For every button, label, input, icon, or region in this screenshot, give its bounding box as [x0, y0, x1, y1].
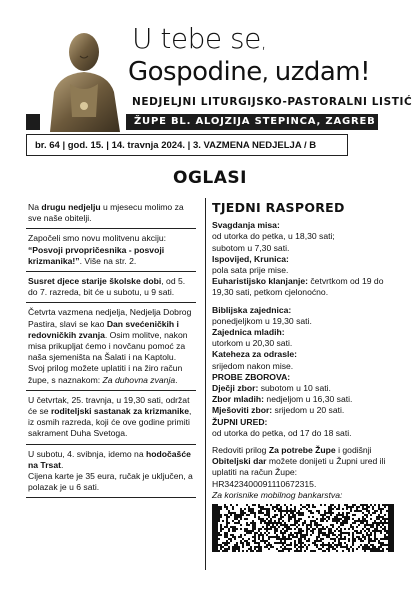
schedule-label: Biblijska zajednica:: [212, 304, 292, 315]
notice-text: Na: [28, 202, 42, 212]
subtitle: NEDJELJNI LITURGIJSKO-PASTORALNI LISTIĆ: [132, 96, 413, 108]
schedule-row: [212, 265, 394, 276]
notice-text: , od 5. do 7. razreda, bit će u subotu, u 9 sati.: [28, 276, 186, 298]
notice-text: drugu nedjelju: [41, 202, 101, 212]
notice-text: . Osim molitve, nakon misa prikupljat ćemo i novčanu pomoć za naša sjemeništa na Šalati i na Kaptolu. Svoj prilog možete uplatiti i na žiro račun župe, s naznakom:: [28, 329, 188, 385]
schedule-row: [212, 243, 394, 254]
schedule-text: nedjeljom u 16,30 sati.: [264, 394, 353, 405]
schedule-text: srijedom nakon mise.: [212, 360, 294, 371]
schedule-label: Ispovijed, Krunica:: [212, 253, 289, 264]
schedule-row: [212, 405, 394, 416]
schedule-row: [212, 372, 394, 383]
section-title: OGLASI: [173, 168, 247, 188]
parish-band: ŽUPE BL. ALOJZIJA STEPINCA, ZAGREB: [128, 114, 378, 130]
issue-info: br. 64 | god. 15. | 14. travnja 2024. | 3. VAZMENA NEDJELJA / B: [26, 134, 348, 156]
schedule-text: srijedom u 20 sati.: [272, 405, 345, 416]
schedule-title: TJEDNI RASPORED: [212, 200, 345, 215]
schedule-label: Svagdanja misa:: [212, 220, 280, 231]
schedule-column: [212, 200, 394, 555]
notice-item: [26, 303, 196, 390]
schedule-row: [212, 327, 394, 338]
schedule-row: [212, 349, 394, 360]
notice-text: Započeli smo novu molitvenu akciju:: [28, 233, 167, 244]
payment-barcode: [212, 504, 394, 552]
schedule-row: [212, 254, 394, 265]
schedule-row: [212, 316, 394, 327]
schedule-text: četvrtkom od 19 do 19,30 sati, petkom cjelonoćno.: [212, 276, 384, 298]
donation-text: Redoviti prilog Za potrebe Župe i godišnji Obiteljski dar možete donijeti u Župni ured ili uplatiti na račun Župe: HR3423400091110672315.: [212, 445, 386, 489]
schedule-row: [212, 394, 394, 405]
notice-item: [26, 198, 196, 229]
bank-note: Za korisnike mobilnog bankarstva:: [212, 489, 343, 500]
notice-text: u mjesecu molimo za sve naše obitelji.: [28, 202, 184, 224]
notice-text: “Posvoji prvopričesnika - posvoji krizmanika!”: [28, 244, 165, 266]
notice-text: .: [175, 374, 178, 385]
notice-text: Četvrta vazmena nedjelja, Nedjelja Dobrog Pastira, slavi se kao: [28, 307, 192, 329]
notice-text: roditeljski sastanak za krizmanike: [50, 406, 189, 417]
notices-column: [26, 198, 196, 498]
notice-item: [26, 229, 196, 272]
schedule-label: Dječji zbor:: [212, 383, 259, 394]
schedule-text: utorkom u 20,30 sati.: [212, 338, 293, 349]
schedule-text: od utorka do petka, u 18,30 sati;: [212, 231, 335, 242]
schedule-row: [212, 220, 394, 231]
schedule-label: Mješoviti zbor:: [212, 405, 273, 416]
schedule-row: [212, 383, 394, 394]
schedule-label: PROBE ZBOROVA:: [212, 371, 291, 382]
notice-text: U četvrtak, 25. travnja, u 19,30 sati, održat će se: [28, 394, 190, 417]
notice-text: , iz osmih razreda, koji će ove godine primiti sakrament Duha Svetoga.: [28, 406, 192, 439]
notice-text: . Više na str. 2.: [79, 255, 137, 266]
page-title-line2: Gospodine, uzdam!: [128, 57, 371, 87]
schedule-label: ŽUPNI URED:: [212, 416, 268, 427]
notice-item: [26, 445, 196, 499]
page-title-line1: U tebe se,: [132, 22, 267, 55]
schedule-text: subotom u 10 sati.: [258, 383, 331, 394]
notice-text: Cijena karte je 35 eura, ručak je uključen, a polazak je u 6 sati.: [28, 471, 193, 493]
statue-image: [40, 22, 126, 132]
schedule-text: subotom u 7,30 sati.: [212, 242, 290, 253]
schedule-label: Euharistijsko klanjanje:: [212, 276, 308, 287]
schedule-text: pola sata prije mise.: [212, 265, 289, 276]
schedule-text: od utorka do petka, od 17 do 18 sati.: [212, 427, 352, 438]
notice-text: hodočašće na Trsat: [28, 448, 191, 470]
schedule-row: [212, 231, 394, 242]
notice-text: Susret djece starije školske dobi: [28, 276, 162, 287]
schedule-label: Zajednica mladih:: [212, 327, 285, 338]
schedule-row: [212, 361, 394, 372]
schedule-row: [212, 417, 394, 428]
schedule-label: Kateheza za odrasle:: [212, 349, 298, 360]
schedule-row: [212, 338, 394, 349]
schedule-row: [212, 428, 394, 439]
notice-text: Za duhovna zvanja: [102, 374, 176, 385]
schedule-text: ponedjeljkom u 19,30 sati.: [212, 315, 312, 326]
notice-item: [26, 272, 196, 303]
column-divider: [205, 198, 206, 570]
notice-text: Dan svećeničkih i redovničkih zvanja: [28, 318, 179, 340]
schedule-label: Zbor mladih:: [212, 394, 265, 405]
notice-text: .: [60, 459, 64, 470]
notice-item: [26, 391, 196, 445]
schedule-list: [212, 220, 394, 445]
notice-text: U subotu, 4. svibnja, idemo na: [28, 448, 146, 459]
schedule-row: [212, 305, 394, 316]
schedule-row: [212, 276, 394, 298]
